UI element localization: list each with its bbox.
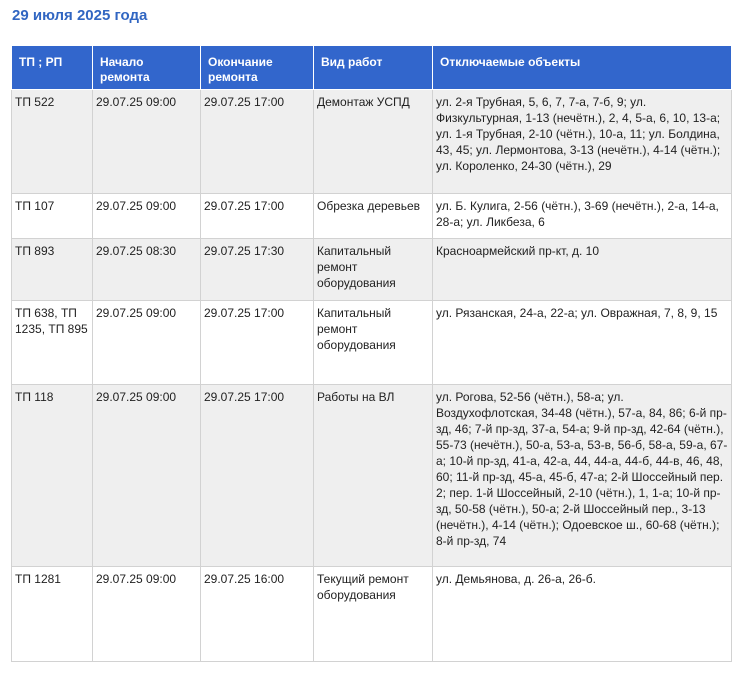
cell-end: 29.07.25 17:00 [201, 301, 314, 385]
cell-tp: ТП 118 [12, 385, 93, 567]
cell-work: Капитальный ремонт оборудования [314, 239, 433, 301]
header-start: Начало ремонта [93, 46, 201, 90]
cell-work: Демонтаж УСПД [314, 90, 433, 194]
cell-start: 29.07.25 09:00 [93, 385, 201, 567]
page-title: 29 июля 2025 года [12, 7, 148, 24]
cell-start: 29.07.25 09:00 [93, 90, 201, 194]
table-row [12, 567, 732, 662]
cell-objects: Красноармейский пр-кт, д. 10 [433, 239, 732, 301]
cell-objects: ул. Рогова, 52-56 (чётн.), 58-а; ул. Воздухофлотская, 34-48 (чётн.), 57-а, 84, 86; 6-й пр-зд, 46; 7-й пр-зд, 37-а, 54-а; 9-й пр-зд, 42-64 (чётн.), 55-73 (нечётн.), 50-а, 53-а, 53-в, 56-б, 58-а, 59-а, 67-а; 10-й пр-зд, 41-а, 42-а, 44, 44-а, 44-б, 44-в, 46, 48, 60; 11-й пр-зд, 45-а, 45-б, 47-а; 2-й Шоссейный пер. 2; пер. 1-й Шоссейный, 2-10 (чётн.), 1, 1-а; 10-й пр-зд, 50-58 (чётн.), 50-а; 2-й Шоссейный пер., 3-13 (нечётн.), 4-14 (чётн.); Одоевское ш., 60-68 (чётн.); 8-й пр-зд, 74 [433, 385, 732, 567]
header-end: Окончание ремонта [201, 46, 314, 90]
cell-start: 29.07.25 09:00 [93, 567, 201, 662]
cell-work: Капитальный ремонт оборудования [314, 301, 433, 385]
cell-end: 29.07.25 17:00 [201, 194, 314, 239]
header-tp: ТП ; РП [12, 46, 93, 90]
cell-objects: ул. Б. Кулига, 2-56 (чётн.), 3-69 (нечётн.), 2-а, 14-а, 28-а; ул. Ликбеза, 6 [433, 194, 732, 239]
table-row [12, 194, 732, 239]
cell-work: Текущий ремонт оборудования [314, 567, 433, 662]
cell-objects: ул. Демьянова, д. 26-а, 26-б. [433, 567, 732, 662]
cell-end: 29.07.25 17:00 [201, 90, 314, 194]
header-work: Вид работ [314, 46, 433, 90]
cell-start: 29.07.25 08:30 [93, 239, 201, 301]
cell-objects: ул. Рязанская, 24-а, 22-а; ул. Овражная, 7, 8, 9, 15 [433, 301, 732, 385]
cell-tp: ТП 1281 [12, 567, 93, 662]
cell-work: Обрезка деревьев [314, 194, 433, 239]
cell-end: 29.07.25 17:00 [201, 385, 314, 567]
table-row [12, 90, 732, 194]
cell-end: 29.07.25 17:30 [201, 239, 314, 301]
cell-tp: ТП 638, ТП 1235, ТП 895 [12, 301, 93, 385]
outage-table [11, 45, 732, 662]
table-row [12, 301, 732, 385]
table-row [12, 239, 732, 301]
cell-tp: ТП 522 [12, 90, 93, 194]
cell-end: 29.07.25 16:00 [201, 567, 314, 662]
cell-tp: ТП 107 [12, 194, 93, 239]
cell-start: 29.07.25 09:00 [93, 194, 201, 239]
table-header-row [12, 46, 732, 90]
cell-objects: ул. 2-я Трубная, 5, 6, 7, 7-а, 7-б, 9; ул. Физкультурная, 1-13 (нечётн.), 2, 4, 5-а, 6, 10, 13-а; ул. 1-я Трубная, 2-10 (чётн.), 10-а, 11; ул. Болдина, 43, 45; ул. Лермонтова, 3-13 (нечётн.), 4-14 (чётн.); ул. Короленко, 24-30 (чётн.), 29 [433, 90, 732, 194]
cell-work: Работы на ВЛ [314, 385, 433, 567]
cell-start: 29.07.25 09:00 [93, 301, 201, 385]
header-objects: Отключаемые объекты [433, 46, 732, 90]
cell-tp: ТП 893 [12, 239, 93, 301]
table-row [12, 385, 732, 567]
